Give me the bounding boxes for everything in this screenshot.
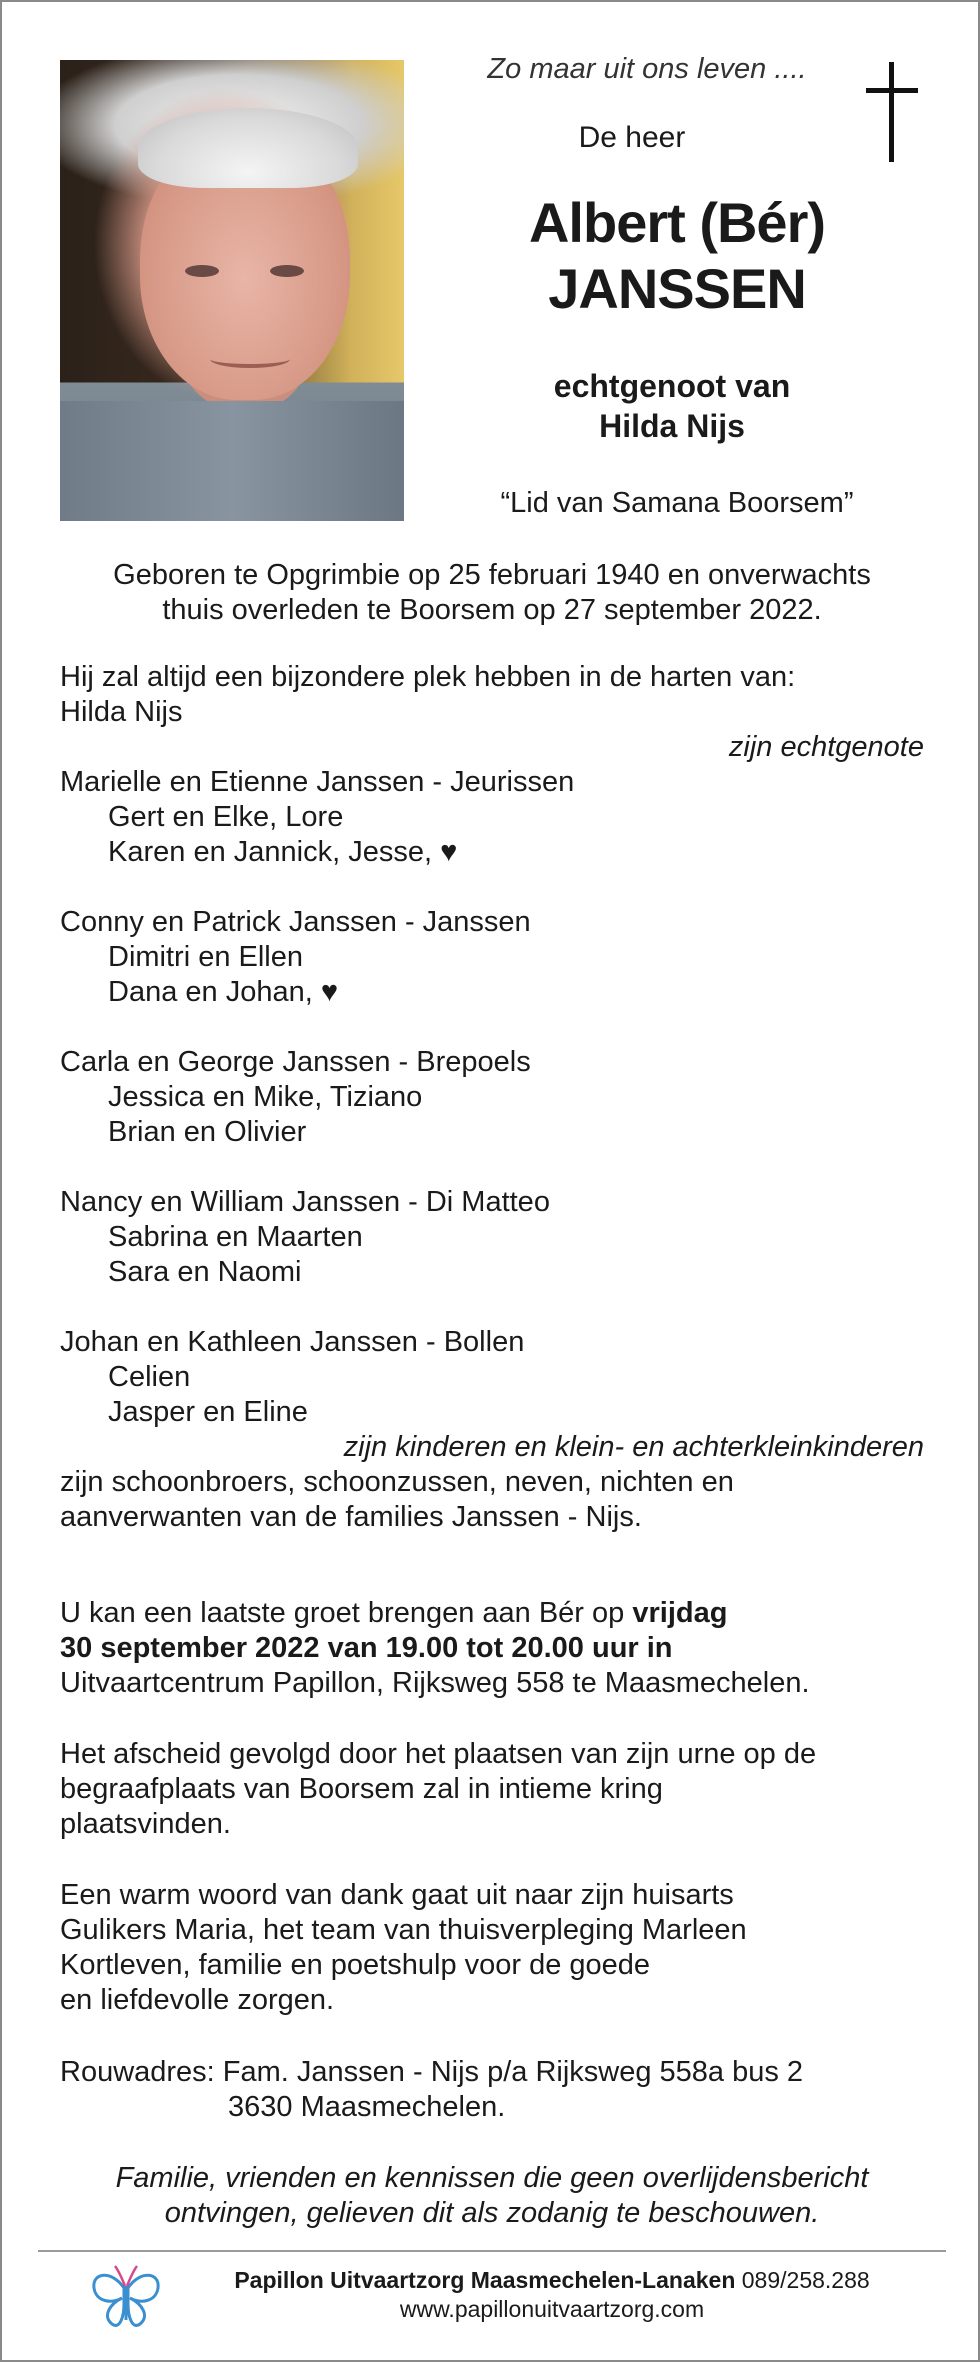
spouse-line-1: echtgenoot van <box>553 368 791 404</box>
family-group-5 <box>60 1325 924 1430</box>
name-line-1: Albert (Bér) <box>528 191 826 254</box>
burial-info <box>60 1737 924 1842</box>
intro-text: Zo maar uit ons leven .... <box>487 53 807 85</box>
born-line-2: thuis overleden te Boorsem op 27 september 2022. <box>162 594 822 626</box>
thanks-line-4: en liefdevolle zorgen. <box>60 1984 335 2016</box>
closing-line-2: ontvingen, gelieven dit als zodanig te beschouwen. <box>164 2197 820 2229</box>
address-line-2: 3630 Maasmechelen. <box>228 2091 506 2123</box>
farewell-line-1 <box>60 1596 924 1631</box>
title-prefix: De heer <box>578 121 686 154</box>
family-group-2 <box>60 905 924 1010</box>
name-line-2: JANSSEN <box>548 257 806 320</box>
family-group-child: Sara en Naomi <box>108 1256 302 1288</box>
family-group-parents: Johan en Kathleen Janssen - Bollen <box>60 1326 525 1358</box>
thanks-line-3: Kortleven, familie en poetshulp voor de goede <box>60 1949 651 1981</box>
family-section <box>60 660 924 1535</box>
burial-line-2: begraafplaats van Boorsem zal in intieme kring <box>60 1773 663 1805</box>
footer-line-1 <box>182 2266 922 2295</box>
cross-icon <box>862 62 922 162</box>
company-phone: 089/258.288 <box>741 2267 870 2293</box>
family-group-1 <box>60 765 924 870</box>
family-group-child: Dana en Johan, ♥ <box>108 976 339 1008</box>
family-group-child: Jasper en Eline <box>108 1396 308 1428</box>
company-website[interactable]: www.papillonuitvaartzorg.com <box>399 2296 705 2322</box>
family-group-parents: Nancy en William Janssen - Di Matteo <box>60 1186 550 1218</box>
spouse-role: zijn echtgenote <box>728 731 924 763</box>
portrait-photo <box>60 60 404 521</box>
family-group-parents: Marielle en Etienne Janssen - Jeurissen <box>60 766 575 798</box>
membership-quote: “Lid van Samana Boorsem” <box>500 487 854 519</box>
address-line-1: Rouwadres: Fam. Janssen - Nijs p/a Rijksweg 558a bus 2 <box>60 2056 804 2088</box>
mourning-address <box>60 2055 924 2125</box>
family-group-4 <box>60 1185 924 1290</box>
footer-divider <box>38 2250 946 2252</box>
spouse-info <box>442 366 902 446</box>
footer-company-info <box>182 2266 922 2324</box>
family-group-child: Karen en Jannick, Jesse, ♥ <box>108 836 458 868</box>
spouse-name: Hilda Nijs <box>60 696 183 728</box>
family-group-child: Brian en Olivier <box>108 1116 307 1148</box>
burial-line-1: Het afscheid gevolgd door het plaatsen van zijn urne op de <box>60 1738 817 1770</box>
burial-line-3: plaatsvinden. <box>60 1808 231 1840</box>
closing-line-1: Familie, vrienden en kennissen die geen overlijdensbericht <box>115 2162 869 2194</box>
relatives-line-2: aanverwanten van de families Janssen - Nijs. <box>60 1501 642 1533</box>
birth-death-info <box>60 558 924 628</box>
spouse-line-2: Hilda Nijs <box>599 408 745 444</box>
family-group-child: Sabrina en Maarten <box>108 1221 363 1253</box>
family-group-parents: Carla en George Janssen - Brepoels <box>60 1046 531 1078</box>
children-role: zijn kinderen en klein- en achterkleinkinderen <box>343 1431 924 1463</box>
thanks-line-2: Gulikers Maria, het team van thuisverpleging Marleen <box>60 1914 747 1946</box>
closing-note <box>60 2161 924 2231</box>
farewell-day: vrijdag <box>632 1597 728 1629</box>
family-group-child: Jessica en Mike, Tiziano <box>108 1081 423 1113</box>
family-group-child: Celien <box>108 1361 191 1393</box>
relatives-line-1: zijn schoonbroers, schoonzussen, neven, nichten en <box>60 1466 734 1498</box>
family-group-parents: Conny en Patrick Janssen - Janssen <box>60 906 531 938</box>
farewell-location: Uitvaartcentrum Papillon, Rijksweg 558 te Maasmechelen. <box>60 1667 810 1699</box>
family-group-child: Dimitri en Ellen <box>108 941 303 973</box>
family-group-3 <box>60 1045 924 1150</box>
farewell-info <box>60 1596 924 1701</box>
butterfly-logo-icon <box>88 2258 164 2334</box>
farewell-line-1-text: U kan een laatste groet brengen aan Bér op <box>60 1597 633 1629</box>
family-intro: Hij zal altijd een bijzondere plek hebben in de harten van: <box>60 661 796 693</box>
born-line-1: Geboren te Opgrimbie op 25 februari 1940 en onverwachts <box>113 559 871 591</box>
farewell-date-time: 30 september 2022 van 19.00 tot 20.00 uur in <box>60 1632 673 1664</box>
deceased-name <box>442 190 912 322</box>
family-group-child: Gert en Elke, Lore <box>108 801 344 833</box>
thanks-info <box>60 1878 924 2018</box>
thanks-line-1: Een warm woord van dank gaat uit naar zijn huisarts <box>60 1879 734 1911</box>
company-name: Papillon Uitvaartzorg Maasmechelen-Lanaken <box>234 2267 736 2293</box>
